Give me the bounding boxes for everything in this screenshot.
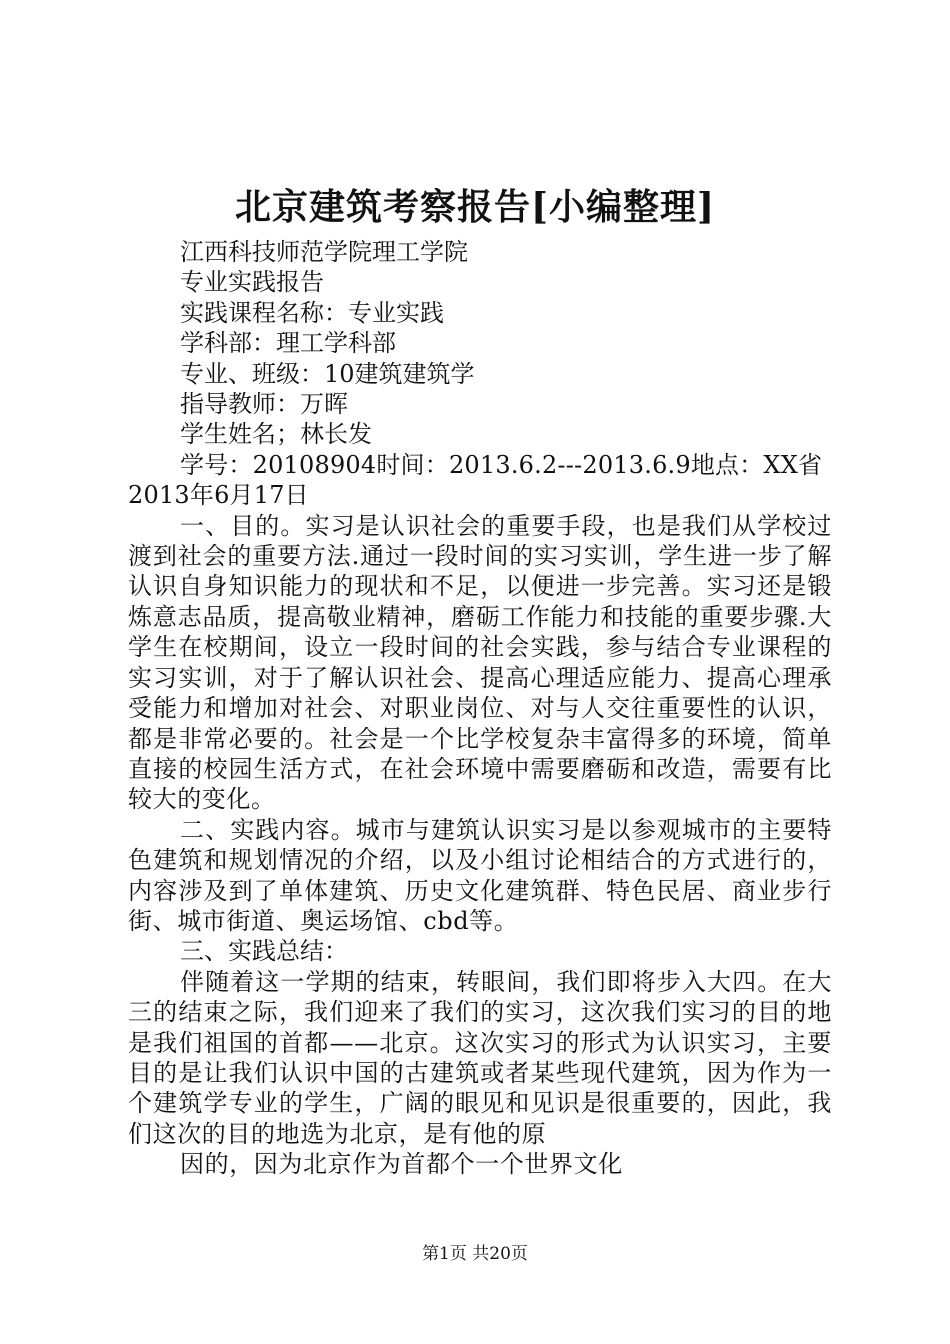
advisor: 指导教师：万晖 — [180, 390, 348, 419]
document-title: 北京建筑考察报告[小编整理] — [234, 186, 716, 228]
paragraph-content: 二、实践内容。城市与建筑认识实习是以参观城市的主要特色建筑和规划情况的介绍，以及小组讨论相结合的方式进行的，内容涉及到了单体建筑、历史文化建筑群、特色民居、商业步行街、城市街道、奥运场馆、cbd等。 — [128, 815, 832, 935]
page-indicator: 第1页 共20页 — [422, 1244, 528, 1264]
school-name: 江西科技师范学院理工学院 — [180, 238, 468, 266]
paragraph-summary-continued: 因的，因为北京作为首都个一个世界文化 — [180, 1150, 623, 1179]
course-name: 实践课程名称：专业实践 — [180, 298, 444, 327]
student-name: 学生姓名；林长发 — [180, 420, 372, 449]
report-type: 专业实践报告 — [180, 268, 324, 297]
major-class: 专业、班级：10建筑建筑学 — [180, 359, 475, 388]
document-body — [128, 237, 832, 1180]
paragraph-summary: 伴随着这一学期的结束，转眼间，我们即将步入大四。在大三的结束之际，我们迎来了我们的实习，这次我们实习的目的地是我们祖国的首都——北京。这次实习的形式为认识实习，主要目的是让我们认识中国的古建筑或者某些现代建筑，因为作为一个建筑学专业的学生，广阔的眼见和见识是很重要的，因此，我们这次的目的地选为北京，是有他的原 — [128, 967, 832, 1148]
section-heading-summary: 三、实践总结： — [180, 937, 348, 966]
department: 学科部：理工学科部 — [180, 329, 396, 358]
paragraph-purpose: 一、目的。实习是认识社会的重要手段，也是我们从学校过渡到社会的重要方法.通过一段时间的实习实训，学生进一步了解认识自身知识能力的现状和不足，以便进一步完善。实习还是锻炼意志品质，提高敬业精神，磨砺工作能力和技能的重要步骤.大学生在校期间，设立一段时间的社会实践，参与结合专业课程的实习实训，对于了解认识社会、提高心理适应能力、提高心理承受能力和增加对社会、对职业岗位、对与人交往重要性的认识，都是非常必要的。社会是一个比学校复杂丰富得多的环境，简单直接的校园生活方式，在社会环境中需要磨砺和改造，需要有比较大的变化。 — [128, 511, 832, 814]
id-time-place: 学号：20108904时间：2013.6.2---2013.6.9地点：XX省2013年6月17日 — [128, 450, 823, 510]
